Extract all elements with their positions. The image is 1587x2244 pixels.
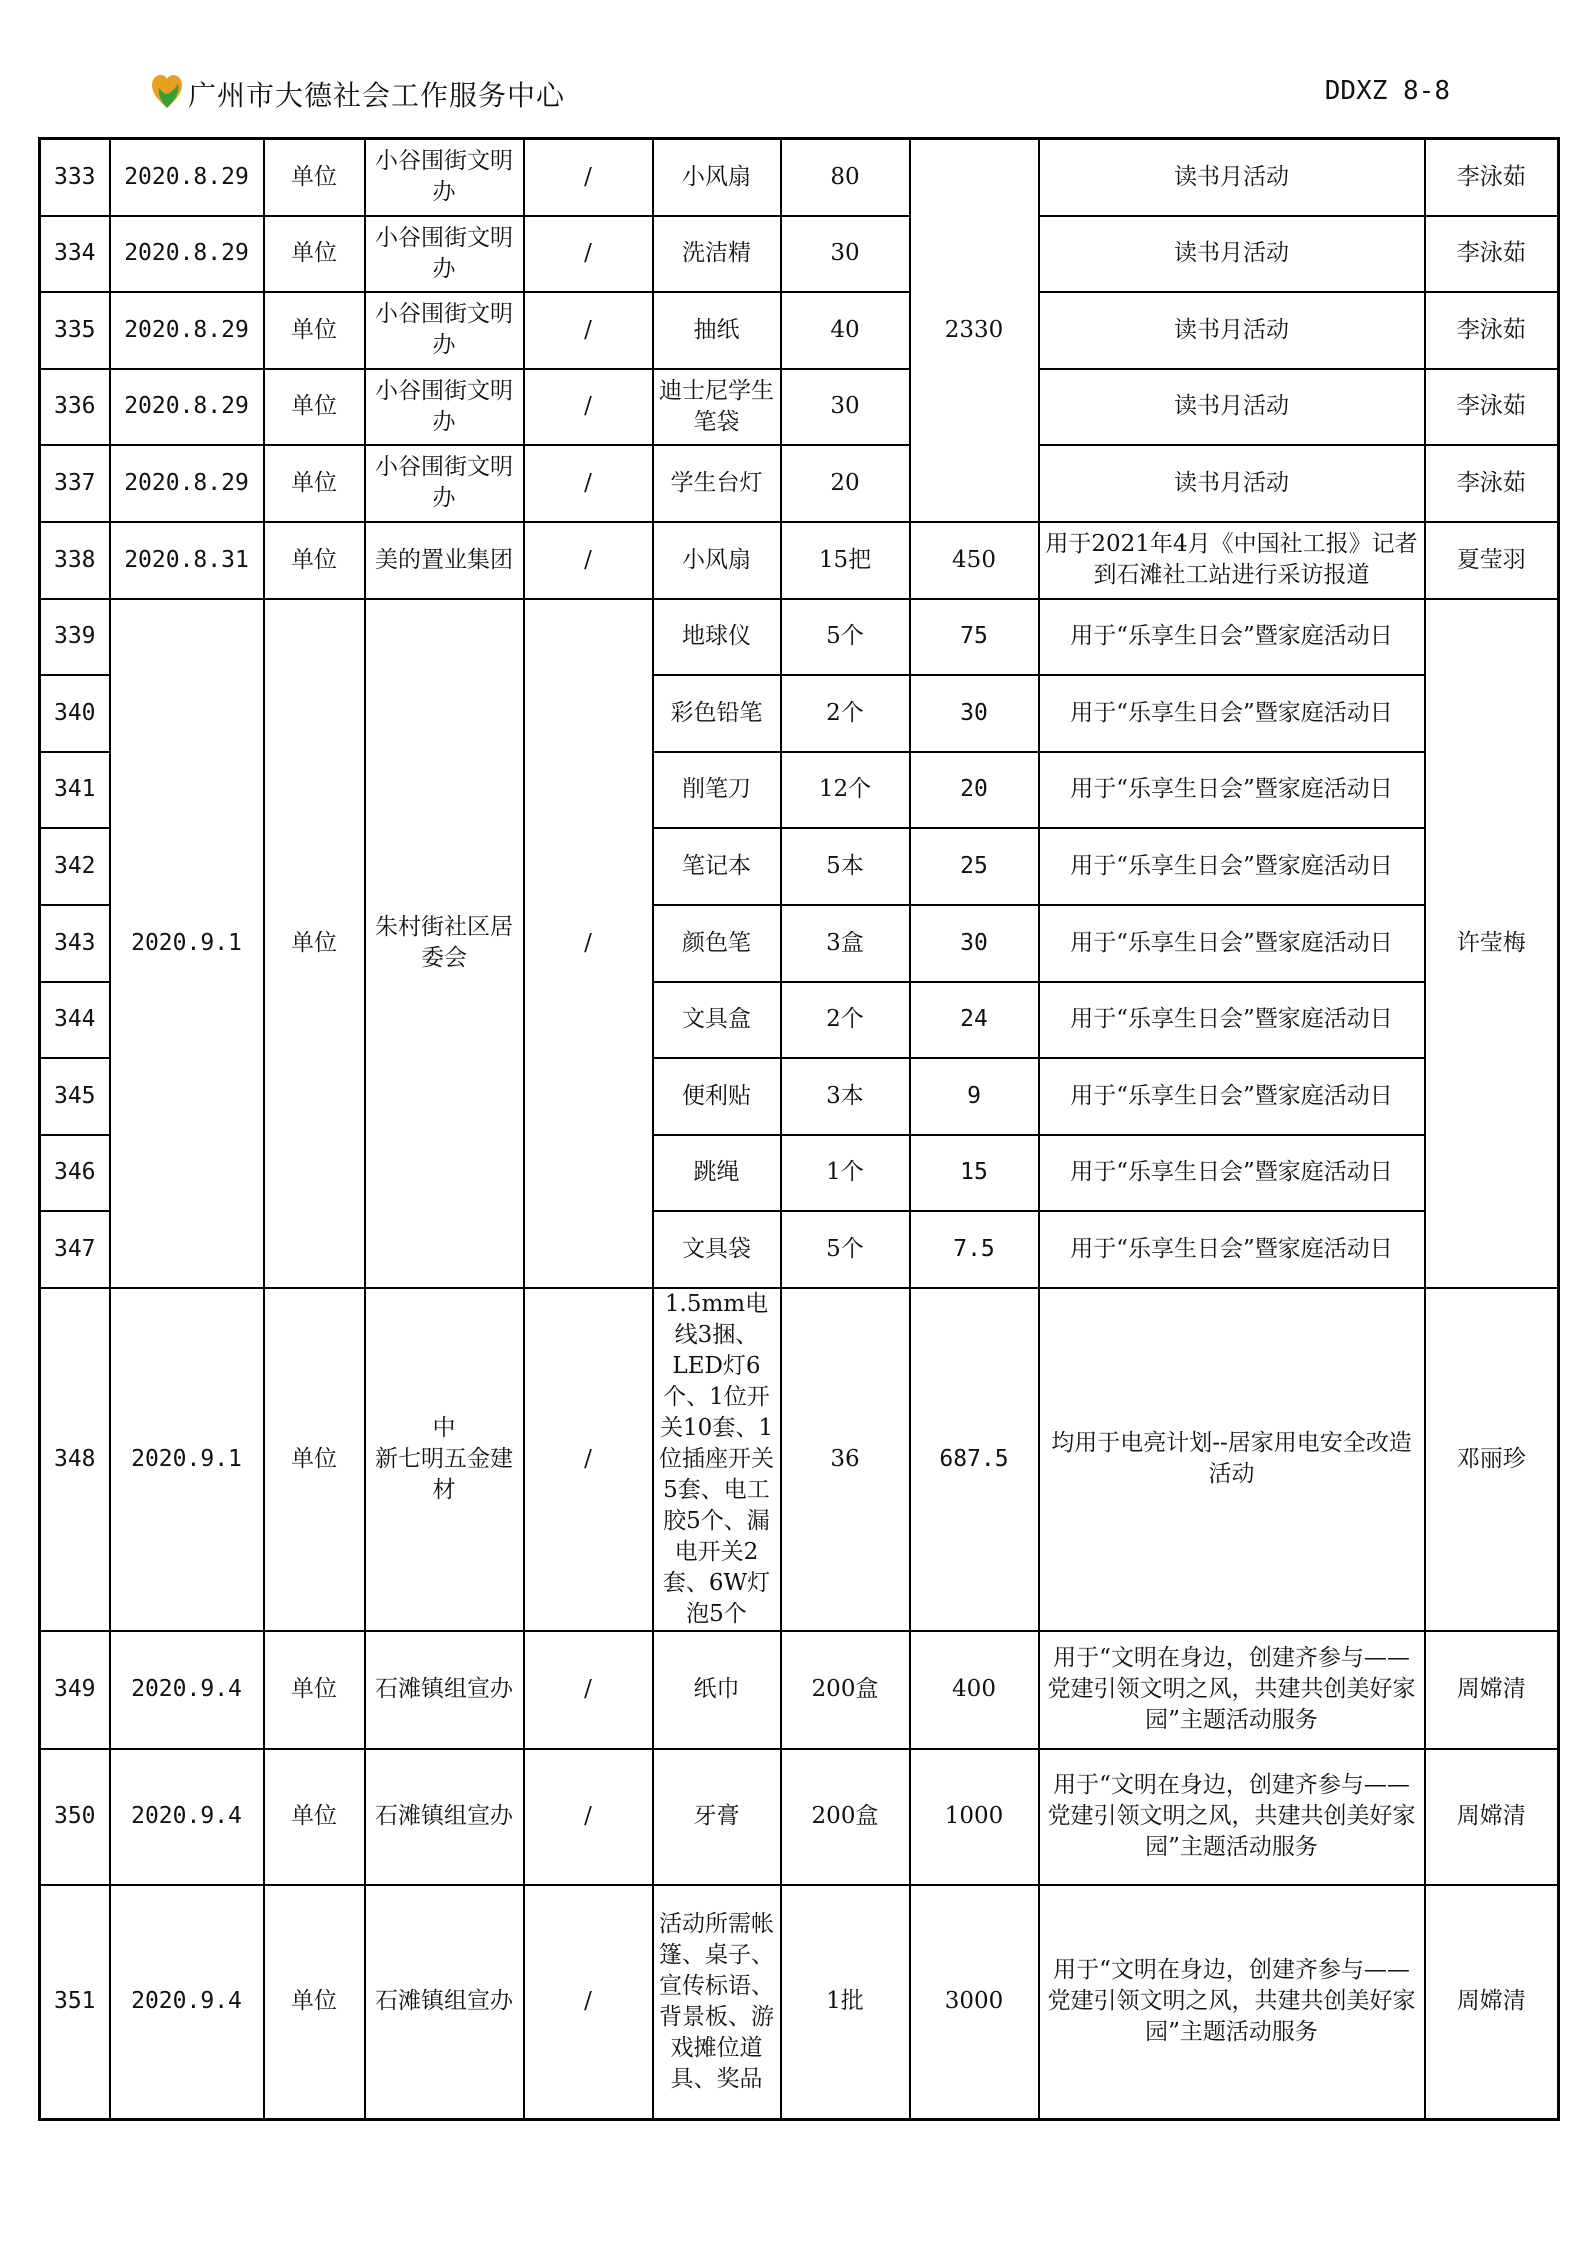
row-number: 337: [40, 445, 110, 522]
donor-cell: 小谷围街文明办: [365, 292, 524, 369]
table-row: [40, 1288, 1559, 1631]
item-cell: 迪士尼学生笔袋: [653, 369, 781, 445]
item-cell: 地球仪: [653, 599, 781, 675]
handler-cell: 李泳茹: [1425, 139, 1559, 216]
mark-cell: /: [524, 139, 653, 216]
row-number: 345: [40, 1058, 110, 1135]
mark-cell: /: [524, 1631, 653, 1749]
row-number: 340: [40, 675, 110, 752]
organization-name: 广州市大德社会工作服务中心: [188, 79, 566, 112]
item-cell: 纸巾: [653, 1631, 781, 1749]
table-row: [40, 522, 1559, 599]
item-cell: 学生台灯: [653, 445, 781, 522]
handler-cell: 周嫦清: [1425, 1631, 1559, 1749]
usage-cell: 读书月活动: [1039, 445, 1425, 522]
value-cell: 687.5: [910, 1288, 1039, 1631]
item-cell: 笔记本: [653, 828, 781, 905]
mark-cell: /: [524, 445, 653, 522]
date-cell: 2020.8.31: [110, 522, 264, 599]
quantity-cell: 2个: [781, 675, 910, 752]
table-row: [40, 292, 1559, 369]
quantity-cell: 200盒: [781, 1631, 910, 1749]
donor-type-cell: 单位: [264, 1631, 365, 1749]
handler-cell: 李泳茹: [1425, 445, 1559, 522]
donor-type-cell: 单位: [264, 139, 365, 216]
quantity-cell: 12个: [781, 752, 910, 828]
value-cell: 400: [910, 1631, 1039, 1749]
table-row: [40, 139, 1559, 216]
row-number: 334: [40, 216, 110, 292]
donor-cell: 小谷围街文明办: [365, 445, 524, 522]
usage-cell: 读书月活动: [1039, 369, 1425, 445]
quantity-cell: 80: [781, 139, 910, 216]
value-cell: 30: [910, 905, 1039, 982]
donor-type-cell: 单位: [264, 522, 365, 599]
donor-type-cell: 单位: [264, 369, 365, 445]
quantity-cell: 30: [781, 216, 910, 292]
row-number: 341: [40, 752, 110, 828]
value-cell: 75: [910, 599, 1039, 675]
quantity-cell: 3本: [781, 1058, 910, 1135]
quantity-cell: 5本: [781, 828, 910, 905]
table-row: [40, 599, 1559, 675]
row-number: 339: [40, 599, 110, 675]
value-cell: 15: [910, 1135, 1039, 1211]
mark-cell: /: [524, 369, 653, 445]
item-cell: 洗洁精: [653, 216, 781, 292]
usage-cell: 用于“乐享生日会”暨家庭活动日: [1039, 675, 1425, 752]
quantity-cell: 20: [781, 445, 910, 522]
date-cell: 2020.9.1: [110, 1288, 264, 1631]
row-number: 333: [40, 139, 110, 216]
usage-cell: 用于“乐享生日会”暨家庭活动日: [1039, 982, 1425, 1058]
value-cell: 9: [910, 1058, 1039, 1135]
table-row: [40, 445, 1559, 522]
donor-cell: 美的置业集团: [365, 522, 524, 599]
donor-type-cell: 单位: [264, 445, 365, 522]
date-cell: 2020.9.1: [110, 599, 264, 1288]
donor-cell: 石滩镇组宣办: [365, 1749, 524, 1885]
row-number: 335: [40, 292, 110, 369]
usage-cell: 读书月活动: [1039, 139, 1425, 216]
donor-type-cell: 单位: [264, 216, 365, 292]
item-cell: 彩色铅笔: [653, 675, 781, 752]
handler-cell: 周嫦清: [1425, 1749, 1559, 1885]
usage-cell: 用于“乐享生日会”暨家庭活动日: [1039, 1135, 1425, 1211]
item-cell: 小风扇: [653, 139, 781, 216]
row-number: 338: [40, 522, 110, 599]
value-cell: 7.5: [910, 1211, 1039, 1288]
usage-cell: 用于“乐享生日会”暨家庭活动日: [1039, 752, 1425, 828]
donor-cell: 石滩镇组宣办: [365, 1631, 524, 1749]
table-row: [40, 1885, 1559, 2120]
usage-cell: 读书月活动: [1039, 292, 1425, 369]
value-cell: 450: [910, 522, 1039, 599]
date-cell: 2020.9.4: [110, 1631, 264, 1749]
donor-cell: 小谷围街文明办: [365, 216, 524, 292]
item-cell: 活动所需帐篷、桌子、宣传标语、背景板、游戏摊位道具、奖品: [653, 1885, 781, 2120]
usage-cell: 用于“乐享生日会”暨家庭活动日: [1039, 905, 1425, 982]
date-cell: 2020.9.4: [110, 1885, 264, 2120]
date-cell: 2020.8.29: [110, 139, 264, 216]
donor-type-cell: 单位: [264, 1749, 365, 1885]
mark-cell: /: [524, 522, 653, 599]
value-cell: 2330: [910, 139, 1039, 522]
item-cell: 文具袋: [653, 1211, 781, 1288]
value-cell: 20: [910, 752, 1039, 828]
item-cell: 小风扇: [653, 522, 781, 599]
item-cell: 颜色笔: [653, 905, 781, 982]
table-row: [40, 1749, 1559, 1885]
table-row: [40, 1631, 1559, 1749]
mark-cell: /: [524, 216, 653, 292]
donor-cell: 朱村街社区居委会: [365, 599, 524, 1288]
mark-cell: /: [524, 1288, 653, 1631]
value-cell: 24: [910, 982, 1039, 1058]
row-number: 343: [40, 905, 110, 982]
row-number: 344: [40, 982, 110, 1058]
row-number: 342: [40, 828, 110, 905]
handler-cell: 许莹梅: [1425, 599, 1559, 1288]
mark-cell: /: [524, 1885, 653, 2120]
quantity-cell: 5个: [781, 599, 910, 675]
item-cell: 跳绳: [653, 1135, 781, 1211]
row-number: 348: [40, 1288, 110, 1631]
item-cell: 牙膏: [653, 1749, 781, 1885]
quantity-cell: 1批: [781, 1885, 910, 2120]
table-row: [40, 216, 1559, 292]
row-number: 336: [40, 369, 110, 445]
heart-logo-icon: [150, 72, 184, 112]
quantity-cell: 30: [781, 369, 910, 445]
quantity-cell: 40: [781, 292, 910, 369]
usage-cell: 用于“文明在身边，创建齐参与——党建引领文明之风，共建共创美好家园”主题活动服务: [1039, 1631, 1425, 1749]
donor-type-cell: 单位: [264, 1885, 365, 2120]
mark-cell: /: [524, 599, 653, 1288]
row-number: 346: [40, 1135, 110, 1211]
handler-cell: 李泳茹: [1425, 216, 1559, 292]
value-cell: 3000: [910, 1885, 1039, 2120]
value-cell: 1000: [910, 1749, 1039, 1885]
row-number: 350: [40, 1749, 110, 1885]
item-cell: 抽纸: [653, 292, 781, 369]
value-cell: 30: [910, 675, 1039, 752]
handler-cell: 李泳茹: [1425, 369, 1559, 445]
value-cell: 25: [910, 828, 1039, 905]
donor-cell: 小谷围街文明办: [365, 139, 524, 216]
page-header: [150, 70, 1450, 114]
usage-cell: 均用于电亮计划--居家用电安全改造活动: [1039, 1288, 1425, 1631]
row-number: 349: [40, 1631, 110, 1749]
quantity-cell: 200盒: [781, 1749, 910, 1885]
donor-type-cell: 单位: [264, 1288, 365, 1631]
donation-ledger-table: [38, 137, 1560, 2121]
item-cell: 1.5mm电线3捆、LED灯6个、1位开关10套、1位插座开关5套、电工胶5个、漏电开关2套、6W灯泡5个: [653, 1288, 781, 1631]
donor-type-cell: 单位: [264, 599, 365, 1288]
date-cell: 2020.8.29: [110, 292, 264, 369]
usage-cell: 用于“文明在身边，创建齐参与——党建引领文明之风，共建共创美好家园”主题活动服务: [1039, 1749, 1425, 1885]
document-number: DDXZ 8-8: [1324, 76, 1450, 106]
usage-cell: 读书月活动: [1039, 216, 1425, 292]
quantity-cell: 36: [781, 1288, 910, 1631]
usage-cell: 用于2021年4月《中国社工报》记者到石滩社工站进行采访报道: [1039, 522, 1425, 599]
quantity-cell: 15把: [781, 522, 910, 599]
donor-cell: 中 新七明五金建材: [365, 1288, 524, 1631]
donor-cell: 石滩镇组宣办: [365, 1885, 524, 2120]
handler-cell: 周嫦清: [1425, 1885, 1559, 2120]
donor-cell: 小谷围街文明办: [365, 369, 524, 445]
row-number: 347: [40, 1211, 110, 1288]
handler-cell: 夏莹羽: [1425, 522, 1559, 599]
usage-cell: 用于“乐享生日会”暨家庭活动日: [1039, 1058, 1425, 1135]
item-cell: 文具盒: [653, 982, 781, 1058]
usage-cell: 用于“文明在身边，创建齐参与——党建引领文明之风，共建共创美好家园”主题活动服务: [1039, 1885, 1425, 2120]
date-cell: 2020.8.29: [110, 216, 264, 292]
usage-cell: 用于“乐享生日会”暨家庭活动日: [1039, 1211, 1425, 1288]
quantity-cell: 1个: [781, 1135, 910, 1211]
handler-cell: 邓丽珍: [1425, 1288, 1559, 1631]
donor-type-cell: 单位: [264, 292, 365, 369]
date-cell: 2020.9.4: [110, 1749, 264, 1885]
handler-cell: 李泳茹: [1425, 292, 1559, 369]
table-row: [40, 369, 1559, 445]
usage-cell: 用于“乐享生日会”暨家庭活动日: [1039, 828, 1425, 905]
date-cell: 2020.8.29: [110, 445, 264, 522]
item-cell: 削笔刀: [653, 752, 781, 828]
quantity-cell: 3盒: [781, 905, 910, 982]
mark-cell: /: [524, 292, 653, 369]
usage-cell: 用于“乐享生日会”暨家庭活动日: [1039, 599, 1425, 675]
quantity-cell: 2个: [781, 982, 910, 1058]
date-cell: 2020.8.29: [110, 369, 264, 445]
mark-cell: /: [524, 1749, 653, 1885]
row-number: 351: [40, 1885, 110, 2120]
quantity-cell: 5个: [781, 1211, 910, 1288]
item-cell: 便利贴: [653, 1058, 781, 1135]
